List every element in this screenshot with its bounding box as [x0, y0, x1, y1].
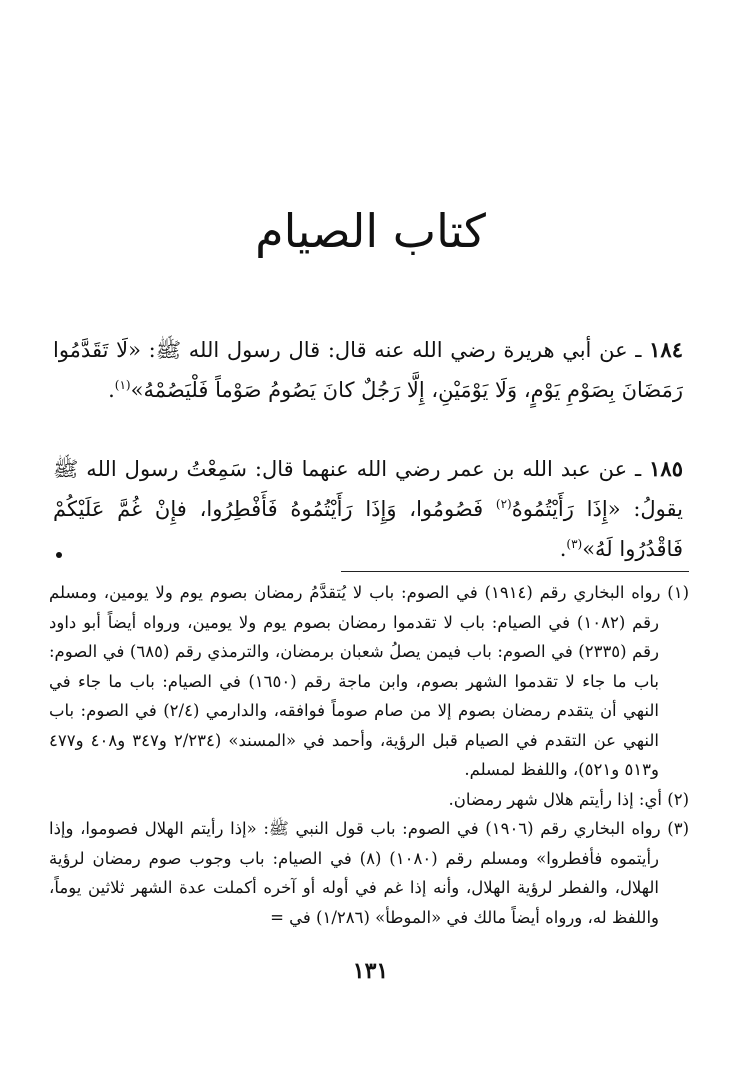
- footnotes: [49, 578, 689, 932]
- footnote-text: رواه البخاري رقم (١٩١٤) في الصوم: باب لا يُتقدَّمُ رمضان بصوم يوم ولا يومين، ومسلم رقم (١٠٨٢) في الصيام: باب لا تقدموا رمضان بصوم يوم ولا يومين، ورواه أيضاً أبو داود رقم (٢٣٣٥) في الصوم: باب فيمن يصلُ شعبان برمضان، والترمذي رقم (٦٨٥) في الصوم: باب ما جاء لا تقدموا الشهر بصوم، وابن ماجة رقم (١٦٥٠) في الصيام: باب ما جاء في النهي أن يتقدم رمضان بصوم إلا من صام صوماً فوافقه، والدارمي (٢/٤) في الصوم: باب النهي عن التقدم في الصيام قبل الرؤية، وأحمد في «المسند» (٢/٢٣٤ و٣٤٧ و٤٠٨ و٤٧٧ و٥١٣ و٥٢١)، واللفظ لمسلم.: [49, 583, 661, 779]
- footnote-mark: (١): [667, 583, 690, 602]
- hadith-tail: .: [108, 378, 115, 402]
- chapter-title: كتاب الصيام: [255, 203, 486, 258]
- footnote-ref: (٣): [566, 537, 583, 551]
- hadith-text-continued: فَصُومُوا، وَإِذَا رَأَيْتُمُوهُ فَأَفْطِرُوا، فإِنْ غُمَّ عَلَيْكُمْ فَاقْدُرُوا لَهُ»: [53, 497, 683, 561]
- footnote-text: أي: إذا رأيتم هلال شهر رمضان.: [448, 789, 662, 809]
- hadith-number: ١٨٤: [649, 337, 683, 362]
- hadith-text: ـ عن عبد الله بن عمر رضي الله عنهما قال: سَمِعْتُ رسول الله ﷺ يقولُ: «إِذَا رَأَيْتُمُوهُ: [53, 457, 683, 521]
- footnote-text: رواه البخاري رقم (١٩٠٦) في الصوم: باب قول النبي ﷺ: «إذا رأيتم الهلال فصوموا، وإذا رأيتموه فأفطروا» ومسلم رقم (١٠٨٠) (٨) في الصيام: باب وجوب صوم رمضان لرؤية الهلال، والفطر لرؤية الهلال، وأنه إذا غم في أوله أو آخره أكملت عدة الشهر ثلاثين يوماً، واللفظ له، ورواه أيضاً مالك في «الموطأ» (١/٢٨٦) في =: [49, 819, 661, 927]
- hadith-number: ١٨٥: [649, 456, 683, 481]
- hadith-185: [53, 449, 683, 569]
- footnote-mark: (٢): [667, 789, 689, 809]
- footnote-mark: (٣): [667, 819, 689, 838]
- hadith-text: ـ عن أبي هريرة رضي الله عنه قال: قال رسول الله ﷺ: «لَا تَقَدَّمُوا رَمَضَانَ بِصَوْمِ يَوْمٍ، وَلَا يَوْمَيْنِ، إِلَّا رَجُلٌ كانَ يَصُومُ صَوْماً فَلْيَصُمْهُ»: [53, 338, 683, 402]
- footnote-separator: [341, 571, 689, 572]
- hadith-184: [53, 330, 683, 410]
- footnote-ref: (١): [114, 378, 131, 392]
- page-number: ١٣١: [352, 958, 389, 984]
- footnote-ref: (٢): [495, 497, 512, 511]
- ink-dot: [56, 552, 62, 558]
- footnote-1: [49, 578, 689, 785]
- hadith-tail: .: [559, 537, 567, 561]
- footnote-2: [49, 785, 689, 815]
- footnote-3: [49, 814, 689, 932]
